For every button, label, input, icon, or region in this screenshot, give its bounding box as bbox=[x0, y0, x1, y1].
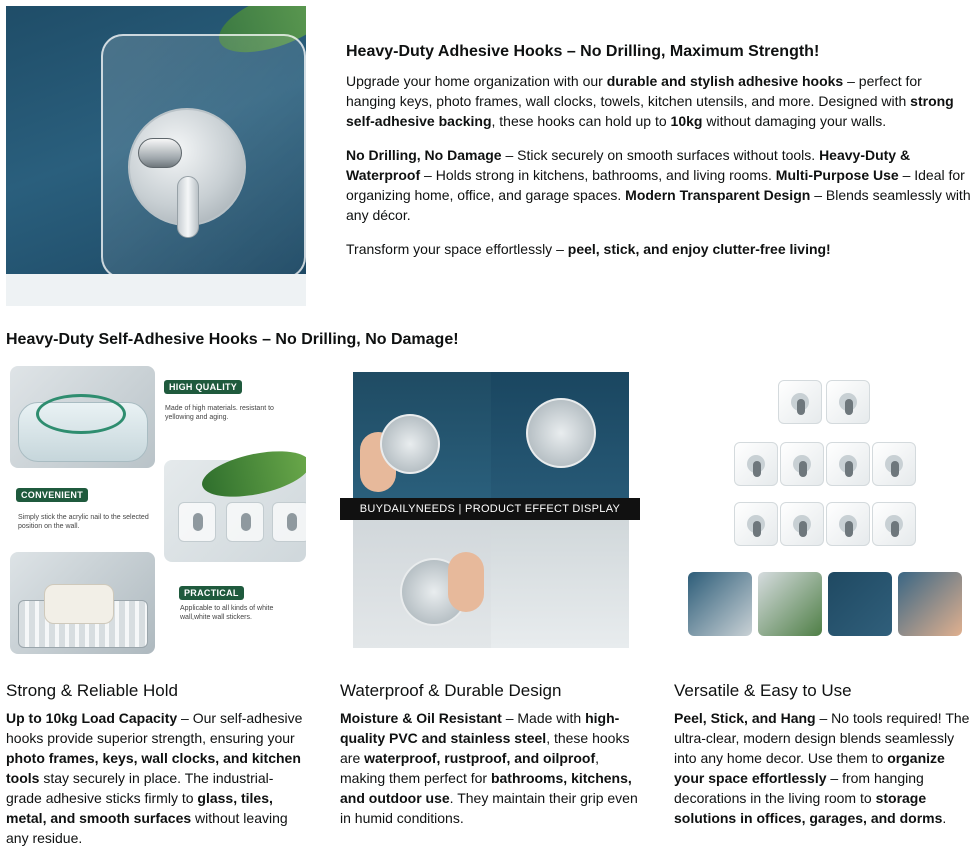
text-run: . bbox=[942, 810, 947, 826]
bold-text: glass, tiles, metal, and smooth surfaces bbox=[6, 790, 273, 826]
tag-high-quality: HIGH QUALITY bbox=[164, 380, 242, 394]
bold-text: bathrooms, kitchens, and outdoor use bbox=[340, 770, 632, 806]
hook-tile bbox=[780, 442, 824, 486]
hook-tile bbox=[872, 502, 916, 546]
text-run: – perfect for hanging keys, photo frames, wall clocks, towels, kitchen utensils, and more. Designed with bbox=[346, 73, 922, 109]
shelf-surface bbox=[6, 274, 306, 306]
bold-text: durable and stylish adhesive hooks bbox=[606, 73, 844, 89]
hand bbox=[448, 552, 484, 612]
text-run: Upgrade your home organization with our bbox=[346, 73, 607, 89]
bold-text: 10kg bbox=[670, 113, 703, 129]
bold-text: strong self-adhesive backing bbox=[346, 93, 954, 129]
text-run: Transform your space effortlessly – bbox=[346, 241, 568, 257]
hook-tile bbox=[826, 502, 870, 546]
feature-title: Waterproof & Durable Design bbox=[340, 681, 562, 700]
hero-product-image bbox=[6, 6, 306, 306]
text-run: without damaging your walls. bbox=[702, 113, 887, 129]
text-run: – Holds strong in kitchens, bathrooms, and living rooms. bbox=[420, 167, 776, 183]
product-effect-banner: BUYDAILYNEEDS | PRODUCT EFFECT DISPLAY bbox=[340, 498, 640, 520]
bold-text: organize your space effortlessly bbox=[674, 750, 945, 786]
soap-bar bbox=[44, 584, 114, 624]
section-title: Heavy-Duty Self-Adhesive Hooks – No Drilling, No Damage! bbox=[6, 331, 459, 348]
mini-hook bbox=[178, 502, 216, 542]
text-run: – Stick securely on smooth surfaces without tools. bbox=[501, 147, 820, 163]
bold-text: photo frames, keys, wall clocks, and kitchen tools bbox=[6, 750, 301, 786]
bold-text: waterproof, rustproof, and oilproof bbox=[364, 750, 596, 766]
tag-convenient-desc: Simply stick the acrylic nail to the selected position on the wall. bbox=[18, 514, 149, 530]
hero-paragraph-3 bbox=[346, 239, 972, 259]
hero-text-block bbox=[346, 42, 972, 273]
hook-tile bbox=[826, 442, 870, 486]
text-run: – Ideal for organizing home, office, and garage spaces. bbox=[346, 167, 965, 203]
text-run: – Our self-adhesive hooks provide superior strength, ensuring your bbox=[6, 710, 303, 746]
bold-text: Moisture & Oil Resistant bbox=[340, 710, 502, 726]
hook-top-left bbox=[380, 414, 440, 474]
hook-tile bbox=[872, 442, 916, 486]
feature-image-quality bbox=[6, 362, 306, 662]
bold-text: Modern Transparent Design bbox=[625, 187, 811, 203]
feature-image-product-display bbox=[340, 362, 640, 662]
text-run: – Made with bbox=[501, 710, 586, 726]
hero-title: Heavy-Duty Adhesive Hooks – No Drilling, Maximum Strength! bbox=[346, 43, 820, 60]
hook-tile bbox=[780, 502, 824, 546]
mini-hook bbox=[226, 502, 264, 542]
hook-tile bbox=[734, 442, 778, 486]
text-run: – from hanging decorations in the living room to bbox=[674, 770, 924, 806]
usage-photo bbox=[758, 572, 822, 636]
tag-convenient: CONVENIENT bbox=[16, 488, 88, 502]
feature-title: Versatile & Easy to Use bbox=[674, 681, 852, 700]
bold-text: high-quality PVC and stainless steel bbox=[340, 710, 620, 746]
hook-tile bbox=[778, 380, 822, 424]
tag-practical-desc: Applicable to all kinds of white wall,white wall stickers. bbox=[180, 605, 274, 621]
feature-versatile bbox=[674, 680, 974, 828]
bold-text: Up to 10kg Load Capacity bbox=[6, 710, 178, 726]
mini-hook bbox=[272, 502, 306, 542]
text-run: stay securely in place. The industrial-grade adhesive sticks firmly to bbox=[6, 770, 274, 806]
bold-text: Heavy-Duty & Waterproof bbox=[346, 147, 911, 183]
feature-description bbox=[6, 708, 306, 848]
text-run: . They maintain their grip even in humid conditions. bbox=[340, 790, 638, 826]
text-run: without leaving any residue. bbox=[6, 810, 288, 846]
hero-paragraph-2 bbox=[346, 145, 972, 225]
feature-strong-hold bbox=[6, 680, 306, 848]
bold-text: No Drilling, No Damage bbox=[346, 147, 502, 163]
bold-text: Peel, Stick, and Hang bbox=[674, 710, 816, 726]
bold-text: peel, stick, and enjoy clutter-free living! bbox=[567, 241, 831, 257]
text-run: – Blends seamlessly with any décor. bbox=[346, 187, 971, 223]
green-rope bbox=[36, 394, 126, 434]
feature-waterproof bbox=[340, 680, 640, 828]
hook-tile bbox=[826, 380, 870, 424]
feature-description bbox=[340, 708, 640, 828]
bold-text: storage solutions in offices, garages, and dorms bbox=[674, 790, 943, 826]
hook-slot bbox=[177, 176, 199, 238]
bold-text: Multi-Purpose Use bbox=[775, 167, 899, 183]
tag-high-quality-desc: Made of high materials. resistant to yellowing and aging. bbox=[165, 405, 274, 421]
usage-photo bbox=[898, 572, 962, 636]
usage-photo bbox=[828, 572, 892, 636]
hook-knob bbox=[138, 138, 182, 168]
hook-tile bbox=[734, 502, 778, 546]
tag-practical: PRACTICAL bbox=[179, 586, 244, 600]
text-run: – No tools required! The ultra-clear, modern design blends seamlessly into any home decor. Use them to bbox=[674, 710, 970, 766]
feature-title: Strong & Reliable Hold bbox=[6, 681, 178, 700]
hero-paragraph-1 bbox=[346, 71, 972, 131]
text-run: , making them perfect for bbox=[340, 750, 600, 786]
feature-image-hook-set bbox=[674, 362, 974, 662]
usage-photo bbox=[688, 572, 752, 636]
feature-description bbox=[674, 708, 974, 828]
hook-top-right bbox=[526, 398, 596, 468]
text-run: , these hooks can hold up to bbox=[491, 113, 671, 129]
text-run: , these hooks are bbox=[340, 730, 630, 766]
